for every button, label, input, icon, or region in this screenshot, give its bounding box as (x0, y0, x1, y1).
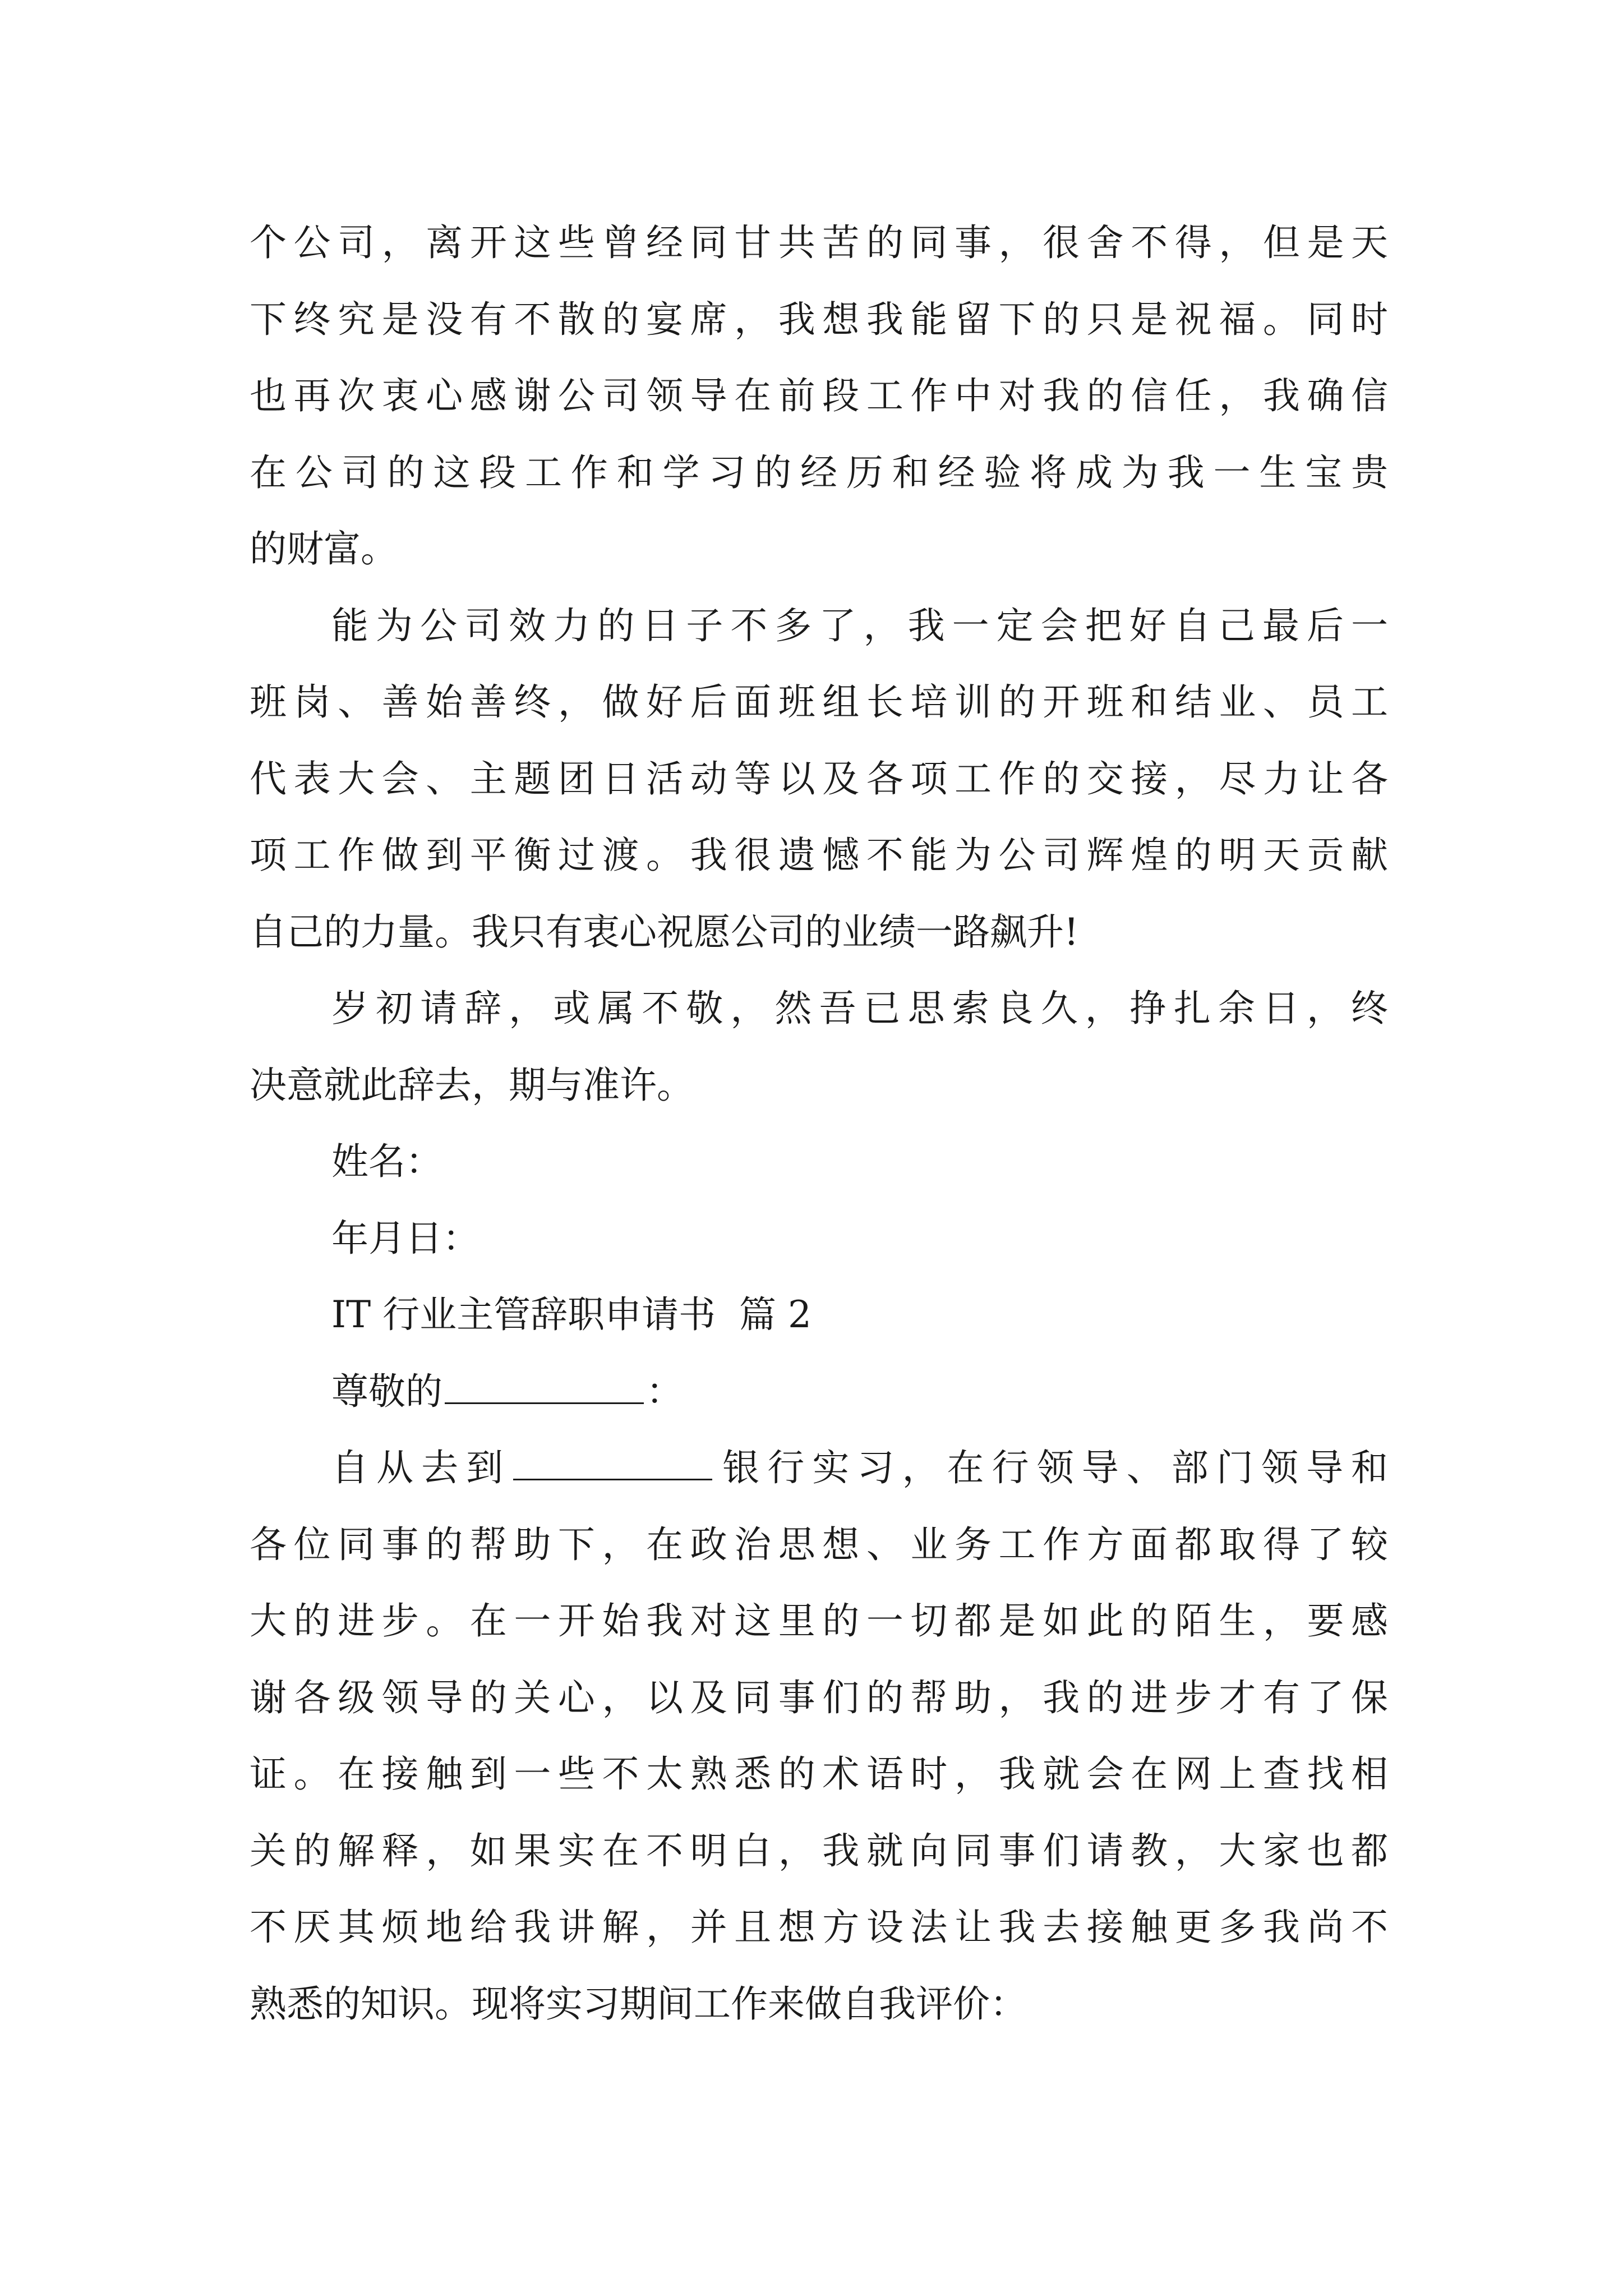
text-line: 也再次衷心感谢公司领导在前段工作中对我的信任，我确信 (250, 374, 1388, 417)
text-line: 大的进步。在一开始我对这里的一切都是如此的陌生，要感 (250, 1599, 1388, 1642)
text-line: 各位同事的帮助下，在政治思想、业务工作方面都取得了较 (250, 1522, 1388, 1566)
text-line: 岁初请辞，或属不敬，然吾已思索良久，挣扎余日，终 (331, 987, 1388, 1030)
paragraph4-suffix: 银行实习，在行领导、部门领导和 (714, 1446, 1389, 1489)
document-body (250, 205, 1388, 2042)
name-label: 姓名： (331, 1140, 442, 1183)
text-line (250, 1430, 1388, 1507)
text-line: 个公司，离开这些曾经同甘共苦的同事，很舍不得，但是天 (250, 221, 1388, 264)
bank-name-blank (513, 1445, 712, 1480)
text-line: 不厌其烦地给我讲解，并且想方设法让我去接触更多我尚不 (250, 1906, 1388, 1949)
text-line: 代表大会、主题团日活动等以及各项工作的交接，尽力让各 (250, 757, 1388, 800)
text-line: 在公司的这段工作和学习的经历和经验将成为我一生宝贵 (250, 450, 1388, 494)
text-line: 关的解释，如果实在不明白，我就向同事们请教，大家也都 (250, 1829, 1388, 1872)
text-line: 熟悉的知识。现将实习期间工作来做自我评价： (250, 1982, 1027, 2026)
salutation (250, 1354, 1388, 1430)
text-line: 能为公司效力的日子不多了，我一定会把好自己最后一 (331, 604, 1388, 647)
text-line: 的财富。 (250, 527, 398, 570)
text-line: 下终究是没有不散的宴席，我想我能留下的只是祝福。同时 (250, 297, 1388, 341)
salutation-blank (445, 1369, 644, 1404)
salutation-prefix: 尊敬的 (331, 1369, 442, 1413)
salutation-suffix: ： (646, 1369, 683, 1413)
text-line: 谢各级领导的关心，以及同事们的帮助，我的进步才有了保 (250, 1676, 1388, 1719)
text-line: 班岗、善始善终，做好后面班组长培训的开班和结业、员工 (250, 680, 1388, 724)
text-line: 证。在接触到一些不太熟悉的术语时，我就会在网上查找相 (250, 1752, 1388, 1796)
date-label: 年月日： (331, 1216, 479, 1260)
text-line: 决意就此辞去，期与准许。 (250, 1063, 694, 1107)
paragraph4-prefix: 自从去到 (331, 1446, 511, 1489)
text-line: 自己的力量。我只有衷心祝愿公司的业绩一路飙升! (250, 910, 1079, 954)
text-line: 项工作做到平衡过渡。我很遗憾不能为公司辉煌的明天贡献 (250, 834, 1388, 877)
section-title: IT 行业主管辞职申请书 篇 2 (331, 1293, 812, 1336)
